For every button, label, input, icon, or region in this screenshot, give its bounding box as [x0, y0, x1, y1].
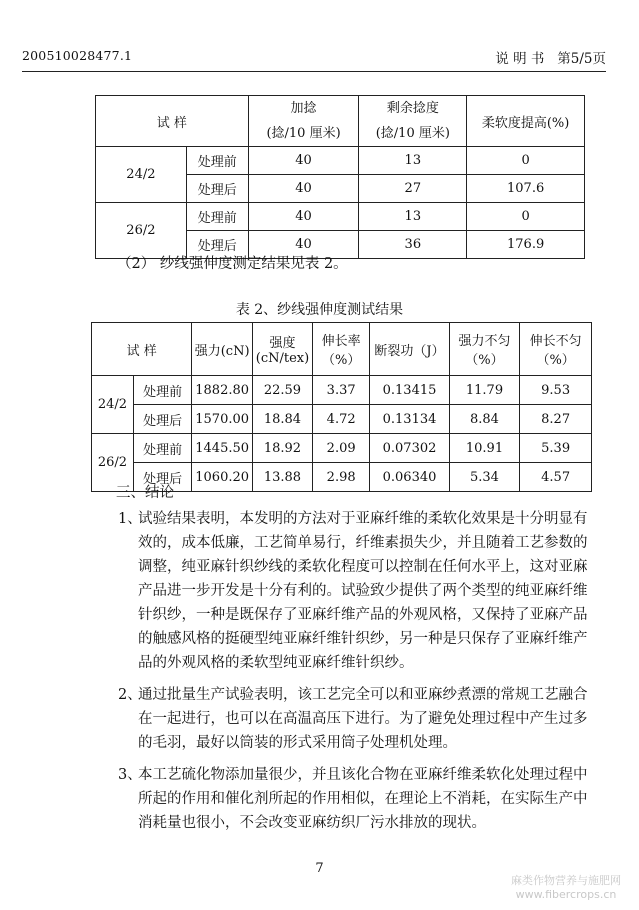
row-state: 处理后 [186, 175, 248, 203]
header-tenacity-line2: (cN/tex) [255, 351, 310, 366]
header-tenacity-line1: 强度 [269, 336, 296, 351]
paragraph-line: 本工艺硫化物添加量很少，并且该化合物在亚麻纤维柔软化处理过程中 [138, 767, 588, 783]
document-header-right [495, 47, 606, 67]
cell-breaking-work: 0.13134 [370, 405, 449, 434]
paragraph-line: 产品进一步开发是十分有利的。试验致少提供了两个类型的纯亚麻纤维 [138, 583, 588, 599]
header-elongation-cv-line2: （%） [536, 353, 575, 368]
cell-elongation: 2.09 [312, 434, 369, 463]
cell-tenacity: 18.84 [252, 405, 312, 434]
header-elongation-cv-line1: 伸长不匀 [529, 334, 582, 349]
header-strength-cv [449, 323, 520, 376]
conclusion-paragraph-2 [118, 683, 588, 755]
cell-softness: 176.9 [467, 231, 585, 259]
row-state: 处理后 [133, 405, 191, 434]
watermark-line1: 麻类作物营养与施肥网 [511, 874, 621, 887]
header-strength: 强力(cN) [192, 323, 253, 376]
paragraph-number: 2、 [118, 687, 142, 703]
cell-strength: 1060.20 [192, 463, 253, 492]
header-breaking-work: 断裂功（J） [370, 323, 449, 376]
table-row [96, 203, 585, 231]
table-header-row [96, 96, 585, 147]
cell-elongation: 2.98 [312, 463, 369, 492]
row-state: 处理前 [186, 147, 248, 175]
paragraph-line: 品的外观风格的柔软型纯亚麻纤维针织纱。 [138, 655, 414, 671]
cell-twist: 40 [248, 175, 359, 203]
cell-breaking-work: 0.07302 [370, 434, 449, 463]
yarn-strength-table [91, 322, 592, 492]
group-label: 24/2 [96, 147, 187, 203]
cell-breaking-work: 0.13415 [370, 376, 449, 405]
cell-elongation-cv: 4.57 [520, 463, 592, 492]
cell-strength: 1445.50 [192, 434, 253, 463]
row-state: 处理前 [186, 203, 248, 231]
table-row [92, 376, 592, 405]
paragraph-number: 1、 [118, 511, 142, 527]
paragraph-line: 针织纱，一种是既保存了亚麻纤维产品的外观风格，又保持了亚麻产品 [138, 607, 588, 623]
cell-elongation-cv: 5.39 [520, 434, 592, 463]
paragraph-line: 的毛羽，最好以筒装的形式采用筒子处理机处理。 [138, 735, 457, 751]
header-elongation-line1: 伸长率 [321, 334, 361, 349]
conclusion-heading: 三、结论 [116, 485, 174, 501]
paragraph-line: 的触感风格的挺硬型纯亚麻纤维针织纱，另一种是只保存了亚麻纤维产 [138, 631, 588, 647]
document-number: 200510028477.1 [22, 48, 133, 63]
paragraph-line: 效的，成本低廉，工艺简单易行，纤维素损失少，并且随着工艺参数的 [138, 535, 588, 551]
header-sample: 试 样 [92, 323, 192, 376]
conclusion-paragraph-1 [118, 507, 588, 675]
header-elongation [312, 323, 369, 376]
cell-tenacity: 13.88 [252, 463, 312, 492]
header-residual-line2: (捻/10 厘米) [375, 126, 450, 141]
table-row [92, 405, 592, 434]
cell-residual: 27 [359, 175, 467, 203]
header-divider [22, 71, 606, 72]
cell-elongation-cv: 9.53 [520, 376, 592, 405]
watermark [511, 874, 621, 902]
cell-softness: 107.6 [467, 175, 585, 203]
cell-twist: 40 [248, 203, 359, 231]
page-number: 7 [315, 861, 324, 876]
cell-twist: 40 [248, 231, 359, 259]
header-tenacity [252, 323, 312, 376]
paragraph-line: 在一起进行，也可以在高温高压下进行。为了避免处理过程中产生过多 [138, 711, 588, 727]
conclusion-paragraph-3 [118, 763, 588, 835]
header-residual-twist [359, 96, 467, 147]
group-label: 26/2 [92, 434, 134, 492]
header-elongation-cv [520, 323, 592, 376]
watermark-line2: www.fibercrops.cn [515, 888, 617, 901]
paragraph-line: 试验结果表明，本发明的方法对于亚麻纤维的柔软化效果是十分明显有 [138, 511, 588, 527]
cell-tenacity: 22.59 [252, 376, 312, 405]
header-residual-line1: 剩余捻度 [386, 101, 439, 116]
cell-elongation: 3.37 [312, 376, 369, 405]
cell-strength-cv: 8.84 [449, 405, 520, 434]
header-softness: 柔软度提高(%) [467, 96, 585, 147]
table-row [96, 147, 585, 175]
cell-residual: 13 [359, 147, 467, 175]
cell-strength: 1882.80 [192, 376, 253, 405]
cell-strength-cv: 5.34 [449, 463, 520, 492]
cell-twist: 40 [248, 147, 359, 175]
table-header-row [92, 323, 592, 376]
cell-strength: 1570.00 [192, 405, 253, 434]
header-strength-cv-line1: 强力不匀 [458, 334, 511, 349]
cell-elongation-cv: 8.27 [520, 405, 592, 434]
paragraph-line: 调整，纯亚麻针织纱线的柔软化程度可以控制在任何水平上，这对亚麻 [138, 559, 588, 575]
document-title: 说 明 书 [495, 51, 545, 67]
row-state: 处理后 [133, 463, 191, 492]
group-label: 24/2 [92, 376, 134, 434]
header-twist-line2: (捻/10 厘米) [266, 126, 341, 141]
paragraph-line: 通过批量生产试验表明，该工艺完全可以和亚麻纱煮漂的常规工艺融合 [138, 687, 588, 703]
cell-breaking-work: 0.06340 [370, 463, 449, 492]
page-indicator: 第5/5页 [557, 51, 606, 67]
twist-softness-table [95, 95, 585, 259]
row-state: 处理前 [133, 376, 191, 405]
paragraph-line: 消耗量也很小，不会改变亚麻纺织厂污水排放的现状。 [138, 815, 486, 831]
header-sample: 试 样 [96, 96, 249, 147]
cell-residual: 36 [359, 231, 467, 259]
header-strength-cv-line2: （%） [465, 353, 504, 368]
cell-tenacity: 18.92 [252, 434, 312, 463]
header-elongation-line2: （%） [321, 353, 361, 368]
cell-residual: 13 [359, 203, 467, 231]
header-twist-line1: 加捻 [290, 101, 317, 116]
table2-reference-note: （2） 纱线强伸度测定结果见表 2。 [117, 256, 348, 272]
cell-strength-cv: 11.79 [449, 376, 520, 405]
cell-strength-cv: 10.91 [449, 434, 520, 463]
header-twist [248, 96, 359, 147]
paragraph-line: 所起的作用和催化剂所起的作用相似，在理论上不消耗，在实际生产中 [138, 791, 588, 807]
cell-softness: 0 [467, 203, 585, 231]
table2-caption: 表 2、纱线强伸度测试结果 [235, 302, 404, 318]
paragraph-number: 3、 [118, 767, 142, 783]
cell-elongation: 4.72 [312, 405, 369, 434]
row-state: 处理前 [133, 434, 191, 463]
cell-softness: 0 [467, 147, 585, 175]
row-state: 处理后 [186, 231, 248, 259]
table-row [92, 434, 592, 463]
group-label: 26/2 [96, 203, 187, 259]
